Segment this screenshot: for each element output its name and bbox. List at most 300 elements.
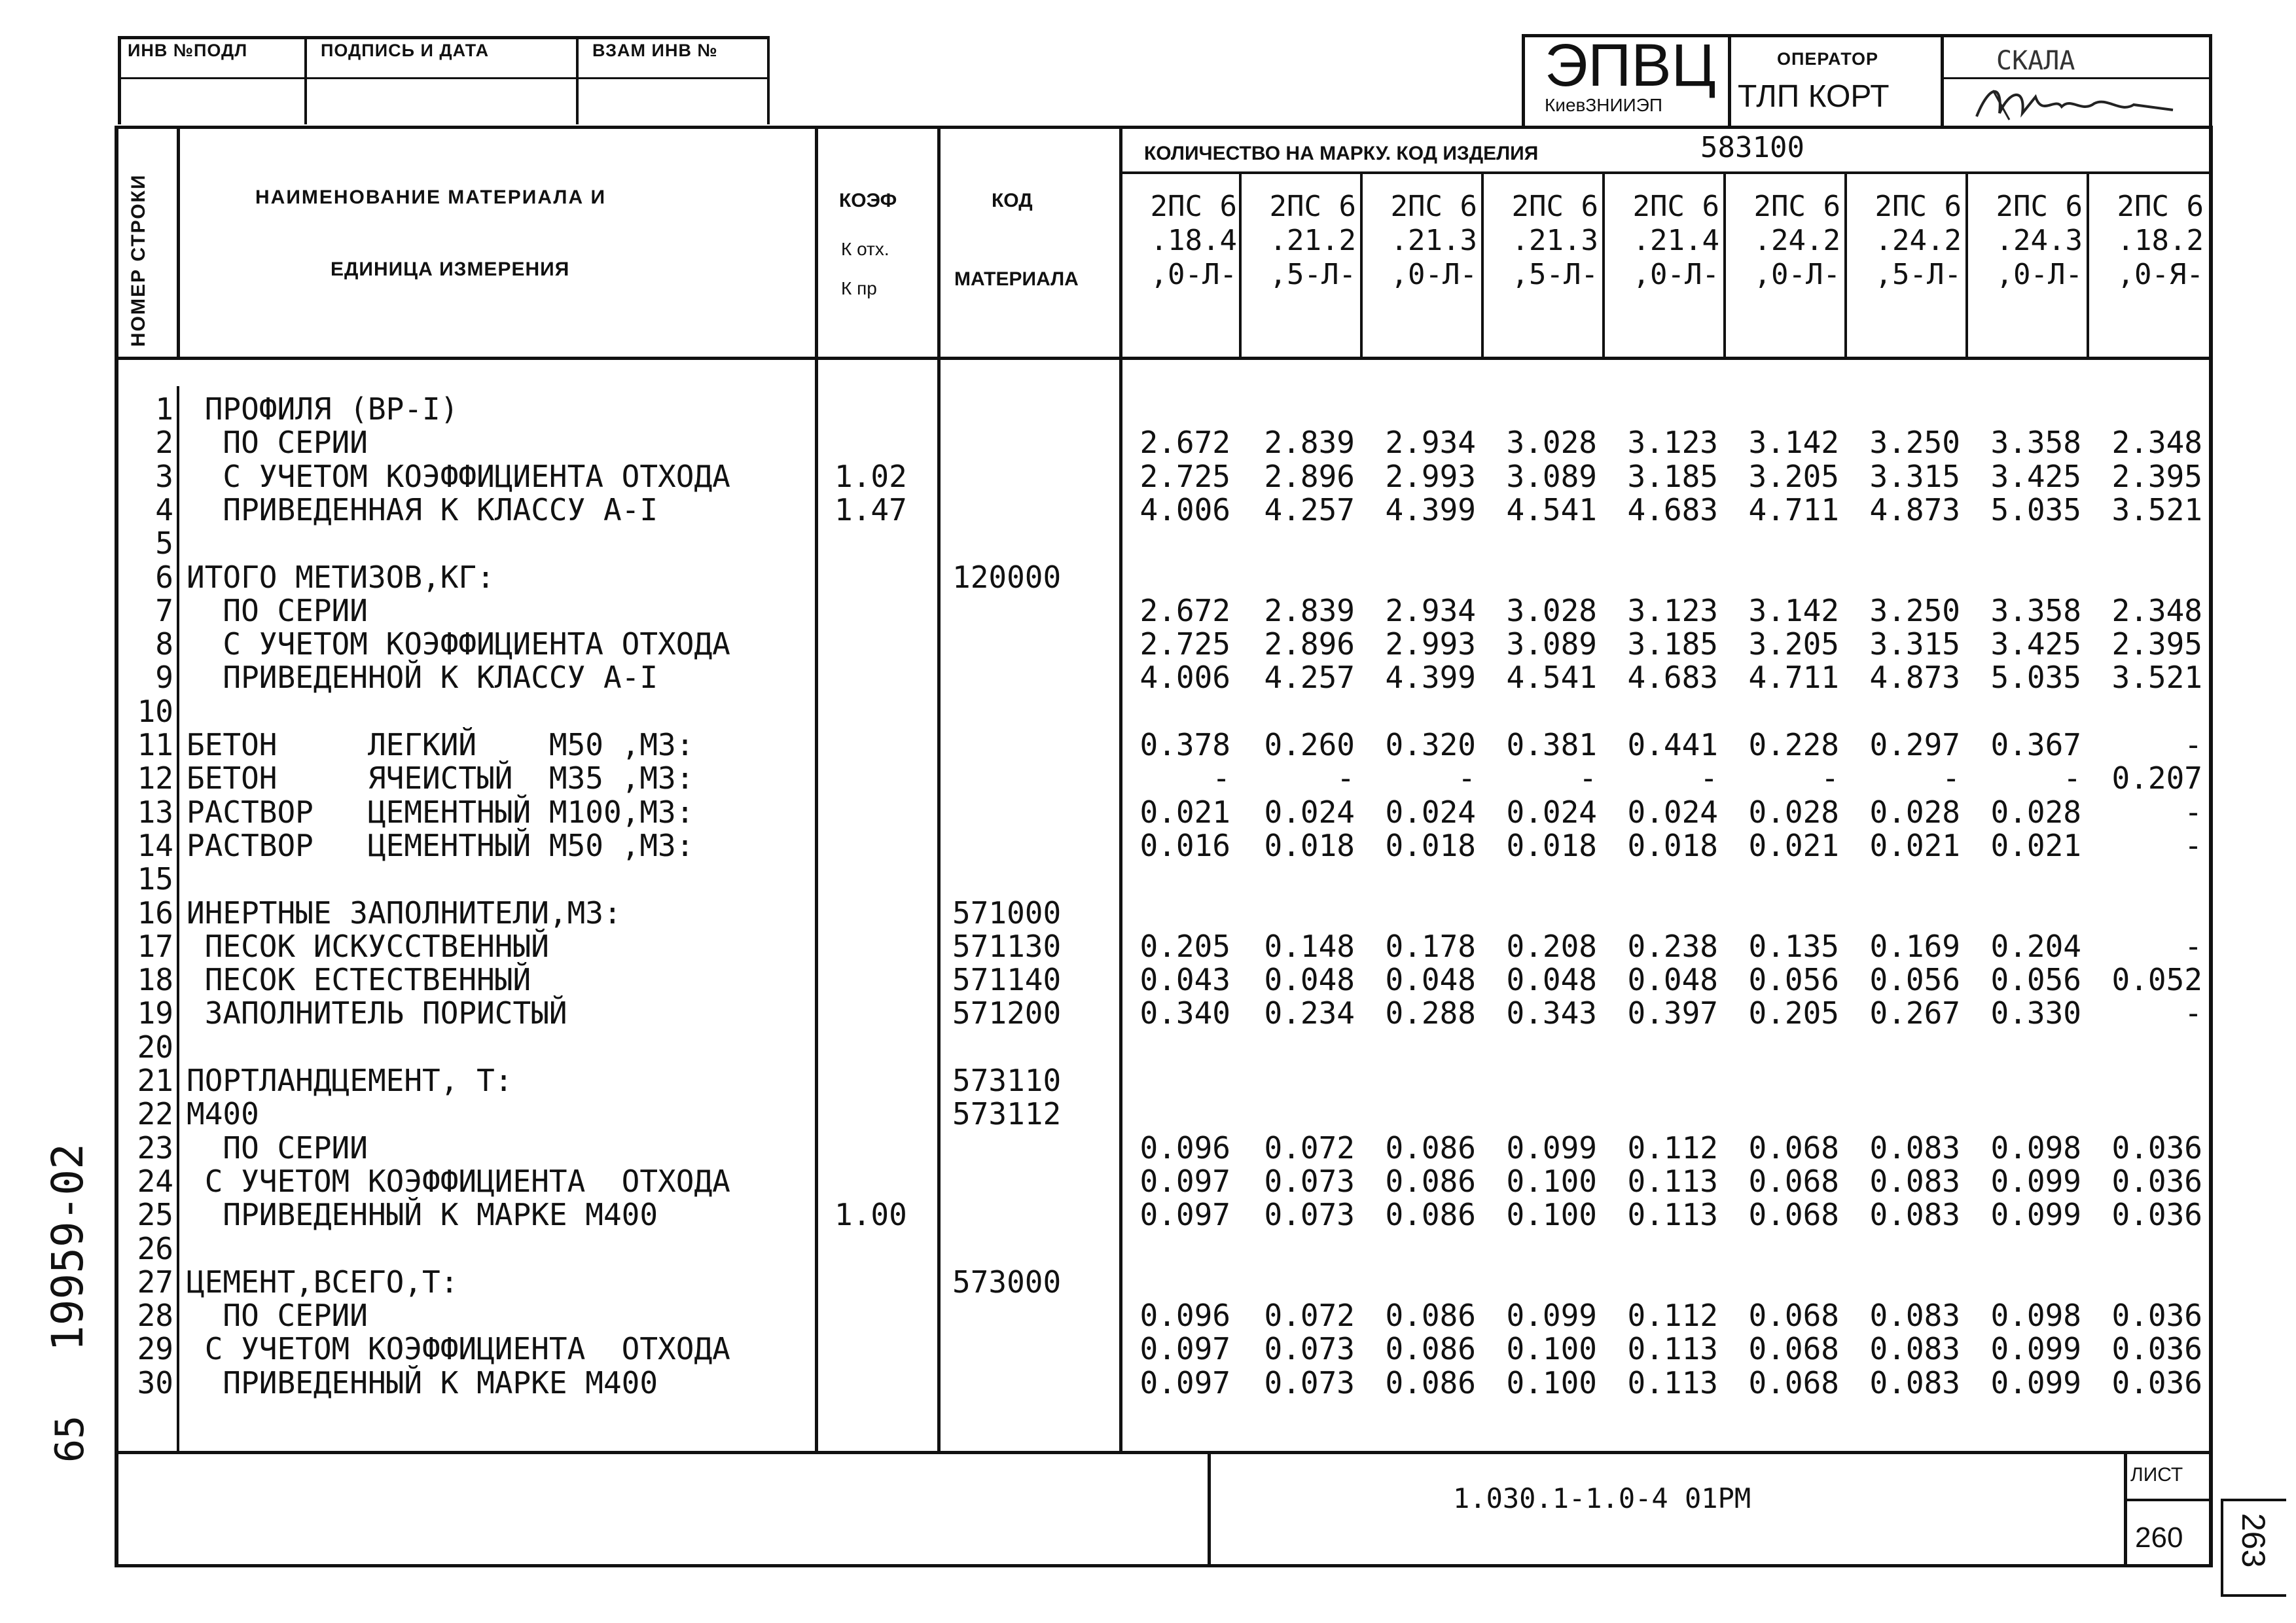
quantity-cell: 2.934 [1385, 425, 1476, 460]
row-number: 19 [137, 995, 173, 1031]
quantity-cell [1113, 527, 1230, 560]
quantity-cell: 0.343 [1506, 995, 1597, 1031]
row-number: 1 [155, 391, 173, 427]
quantity-cell [1842, 695, 1960, 728]
quantity-cell: 0.021 [1990, 828, 2081, 863]
quantity-cell: - [2184, 828, 2202, 863]
quantity-cell: - [1579, 760, 1597, 796]
quantity-cell [2085, 1232, 2202, 1266]
quantity-cell: 0.100 [1506, 1331, 1597, 1366]
quantity-cell: 2.672 [1139, 593, 1230, 628]
quantity-cell [1842, 1097, 1960, 1131]
quantity-cell: 0.169 [1869, 929, 1960, 964]
quantity-cell [1479, 527, 1597, 560]
quantity-cell [2085, 561, 2202, 594]
quantity-cell: - [1821, 760, 1839, 796]
mark-header-line: ,0-Л- [1632, 258, 1719, 291]
quantity-cell: - [2184, 727, 2202, 762]
quantity-cell: 3.315 [1869, 626, 1960, 662]
quantity-cell [1842, 1266, 1960, 1299]
quantity-cell: 0.028 [1869, 794, 1960, 830]
quantity-cell: 0.036 [2111, 1130, 2202, 1166]
quantity-cell [1721, 1031, 1839, 1064]
material-name: ПО СЕРИИ [187, 425, 368, 460]
quantity-cell: 3.028 [1506, 425, 1597, 460]
quantity-cell: 0.113 [1627, 1197, 1718, 1232]
kod-header: КОД [992, 190, 1033, 211]
quantity-cell [1721, 527, 1839, 560]
quantity-cell: 5.035 [1990, 492, 2081, 527]
quantity-cell: 3.185 [1627, 626, 1718, 662]
quantity-cell: 4.711 [1748, 660, 1839, 695]
sheet-label: ЛИСТ [2130, 1464, 2183, 1486]
quantity-cell [1842, 1031, 1960, 1064]
quantity-cell [1479, 863, 1597, 896]
quantity-cell: 0.086 [1385, 1197, 1476, 1232]
mark-header-line: ,5-Л- [1511, 258, 1598, 291]
material-name: С УЧЕТОМ КОЭФФИЦИЕНТА ОТХОДА [187, 1164, 730, 1199]
quantity-cell [1113, 1031, 1230, 1064]
quantity-cell: 0.024 [1264, 794, 1355, 830]
quantity-cell: 0.207 [2111, 760, 2202, 796]
row-number: 10 [137, 694, 173, 729]
quantity-cell: 3.123 [1627, 425, 1718, 460]
quantity-cell [1600, 1064, 1718, 1097]
quantity-cell: 0.297 [1869, 727, 1960, 762]
material-code: 573112 [952, 1096, 1062, 1132]
mark-header-line: 2ПС 6 [1996, 190, 2083, 223]
quantity-cell [1721, 1266, 1839, 1299]
material-name: М400 [187, 1096, 259, 1132]
quantity-cell: 5.035 [1990, 660, 2081, 695]
signature-icon [1964, 77, 2179, 130]
material-name: ПО СЕРИИ [187, 593, 368, 628]
row-number: 11 [137, 727, 173, 762]
row-number: 4 [155, 492, 173, 527]
quantity-cell: 0.378 [1139, 727, 1230, 762]
row-number: 17 [137, 929, 173, 964]
quantity-cell: 0.100 [1506, 1164, 1597, 1199]
quantity-cell [1237, 1064, 1355, 1097]
quantity-cell [2085, 527, 2202, 560]
quantity-cell [1358, 1097, 1476, 1131]
quantity-cell [1842, 863, 1960, 896]
quantity-cell [1842, 393, 1960, 426]
quantity-cell [1358, 393, 1476, 426]
quantity-cell: 3.358 [1990, 593, 2081, 628]
quantity-cell: 4.683 [1627, 492, 1718, 527]
quantity-cell [1964, 561, 2081, 594]
material-name: РАСТВОР ЦЕМЕНТНЫЙ М100,М3: [187, 794, 694, 830]
quantity-cell: 2.725 [1139, 459, 1230, 494]
quantity-cell [2085, 695, 2202, 728]
quantity-cell [1479, 1097, 1597, 1131]
koef-otx-header: К отх. [841, 239, 889, 259]
quantity-cell: 0.068 [1748, 1365, 1839, 1400]
quantity-cell: 0.056 [1990, 962, 2081, 997]
quantity-cell: 3.315 [1869, 459, 1960, 494]
quantity-cell [1964, 1064, 2081, 1097]
quantity-cell: 0.068 [1748, 1197, 1839, 1232]
quantity-cell: 3.123 [1627, 593, 1718, 628]
quantity-cell: 0.097 [1139, 1164, 1230, 1199]
quantity-cell [1600, 527, 1718, 560]
material-name: ИНЕРТНЫЕ ЗАПОЛНИТЕЛИ,М3: [187, 895, 622, 931]
quantity-cell: 2.725 [1139, 626, 1230, 662]
quantity-cell [2085, 1064, 2202, 1097]
row-number: 7 [155, 593, 173, 628]
quantity-cell [1113, 897, 1230, 930]
quantity-cell: 2.672 [1139, 425, 1230, 460]
quantity-cell [1721, 561, 1839, 594]
side-registration-number: 19959-02 [43, 1143, 93, 1351]
quantity-cell: 0.016 [1139, 828, 1230, 863]
quantity-cell: 0.068 [1748, 1130, 1839, 1166]
quantity-cell: 2.993 [1385, 459, 1476, 494]
quantity-cell [1600, 1097, 1718, 1131]
quantity-cell [1842, 527, 1960, 560]
mark-header-line: 2ПС 6 [1150, 190, 1237, 223]
quantity-cell: 4.873 [1869, 660, 1960, 695]
quantity-cell [1479, 561, 1597, 594]
material-name: ПЕСОК ЕСТЕСТВЕННЫЙ [187, 962, 531, 997]
material-code: 571140 [952, 962, 1062, 997]
quantity-cell: 0.112 [1627, 1298, 1718, 1333]
quantity-cell: 0.048 [1264, 962, 1355, 997]
quantity-cell: 0.267 [1869, 995, 1960, 1031]
quantity-cell: 3.250 [1869, 425, 1960, 460]
quantity-cell: 2.839 [1264, 593, 1355, 628]
quantity-cell: 0.083 [1869, 1365, 1960, 1400]
stamp-vzam: ВЗАМ ИНВ № [592, 41, 718, 60]
quantity-cell: 2.395 [2111, 626, 2202, 662]
quantity-cell [1237, 1031, 1355, 1064]
mark-header-line: .21.2 [1269, 224, 1356, 257]
quantity-cell: 0.024 [1385, 794, 1476, 830]
quantity-cell [1358, 695, 1476, 728]
quantity-cell: 0.086 [1385, 1331, 1476, 1366]
row-number: 25 [137, 1197, 173, 1232]
quantity-cell: - [2184, 794, 2202, 830]
quantity-cell [1842, 1064, 1960, 1097]
quantity-cell: - [1212, 760, 1230, 796]
quantity-cell: 0.024 [1506, 794, 1597, 830]
quantity-cell: 0.208 [1506, 929, 1597, 964]
org-subname: КиевЗНИИЭП [1545, 95, 1663, 115]
row-number: 5 [155, 526, 173, 561]
quantity-cell [1358, 1064, 1476, 1097]
quantity-cell: 2.395 [2111, 459, 2202, 494]
quantity-cell [1358, 897, 1476, 930]
quantity-cell [1358, 561, 1476, 594]
material-name: ЦЕМЕНТ,ВСЕГО,Т: [187, 1264, 459, 1300]
quantity-cell [1237, 1266, 1355, 1299]
quantity-cell: 3.142 [1748, 593, 1839, 628]
row-number: 22 [137, 1096, 173, 1132]
material-name: ПО СЕРИИ [187, 1130, 368, 1166]
material-name: ПЕСОК ИСКУССТВЕННЫЙ [187, 929, 549, 964]
row-number: 12 [137, 760, 173, 796]
quantity-cell [1842, 561, 1960, 594]
row-number: 26 [137, 1231, 173, 1266]
quantity-cell: 0.073 [1264, 1365, 1355, 1400]
quantity-cell [1600, 561, 1718, 594]
material-name: ПО СЕРИИ [187, 1298, 368, 1333]
quantity-cell: 2.993 [1385, 626, 1476, 662]
quantity-cell: 0.260 [1264, 727, 1355, 762]
quantity-cell: 0.073 [1264, 1164, 1355, 1199]
quantity-cell [1964, 1266, 2081, 1299]
material-name: ПРИВЕДЕННОЙ К КЛАССУ А-I [187, 660, 658, 695]
quantity-cell [1479, 897, 1597, 930]
mark-header-line: 2ПС 6 [1511, 190, 1598, 223]
quantity-cell: 3.185 [1627, 459, 1718, 494]
mark-header-line: .24.2 [1753, 224, 1840, 257]
quantity-cell [1237, 1097, 1355, 1131]
material-name: ПРИВЕДЕННЫЙ К МАРКЕ М400 [187, 1197, 658, 1232]
org-name: ЭПВЦ [1545, 32, 1716, 99]
quantity-cell: 3.425 [1990, 626, 2081, 662]
operator-value: ТЛП КОРТ [1738, 79, 1890, 114]
quantity-cell: 3.089 [1506, 459, 1597, 494]
mark-header-line: 2ПС 6 [2117, 190, 2204, 223]
mark-header-line: .21.3 [1511, 224, 1598, 257]
row-number: 3 [155, 459, 173, 494]
material-name: ПРИВЕДЕННАЯ К КЛАССУ А-I [187, 492, 658, 527]
quantity-cell: 0.036 [2111, 1331, 2202, 1366]
quantity-cell [2085, 897, 2202, 930]
quantity-cell: 0.099 [1506, 1130, 1597, 1166]
quantity-cell: 0.036 [2111, 1197, 2202, 1232]
quantity-cell [1600, 1031, 1718, 1064]
mark-header-line: .21.3 [1390, 224, 1477, 257]
quantity-cell: - [1700, 760, 1718, 796]
product-code: 583100 [1700, 131, 1804, 164]
quantity-cell: 3.142 [1748, 425, 1839, 460]
quantity-cell: 0.048 [1627, 962, 1718, 997]
quantity-cell: 0.098 [1990, 1298, 2081, 1333]
material-name: ПОРТЛАНДЦЕМЕНТ, Т: [187, 1063, 513, 1098]
quantity-cell: 0.340 [1139, 995, 1230, 1031]
quantity-cell [2085, 863, 2202, 896]
quantity-cell: 0.018 [1385, 828, 1476, 863]
quantity-cell: 0.068 [1748, 1164, 1839, 1199]
quantity-cell: 0.028 [1990, 794, 2081, 830]
quantity-cell [1721, 1232, 1839, 1266]
row-number: 13 [137, 794, 173, 830]
quantity-cell: 4.006 [1139, 660, 1230, 695]
mark-header-line: .24.3 [1996, 224, 2083, 257]
quantity-cell [1237, 527, 1355, 560]
quantity-cell [1964, 393, 2081, 426]
quantity-cell [1358, 1266, 1476, 1299]
row-number: 9 [155, 660, 173, 695]
quantity-cell: 0.099 [1990, 1365, 2081, 1400]
quantity-cell: 2.348 [2111, 425, 2202, 460]
quantity-cell: 0.234 [1264, 995, 1355, 1031]
quantity-cell: 0.068 [1748, 1298, 1839, 1333]
material-name: С УЧЕТОМ КОЭФФИЦИЕНТА ОТХОДА [187, 1331, 730, 1366]
quantity-cell: 0.367 [1990, 727, 2081, 762]
material-name: БЕТОН ЛЕГКИЙ М50 ,М3: [187, 727, 694, 762]
material-name: С УЧЕТОМ КОЭФФИЦИЕНТА ОТХОДА [187, 626, 730, 662]
quantity-cell [1479, 695, 1597, 728]
quantity-cell: 0.073 [1264, 1197, 1355, 1232]
mark-header-line: .24.2 [1874, 224, 1962, 257]
quantity-cell: 2.839 [1264, 425, 1355, 460]
quantity-cell [1721, 695, 1839, 728]
mark-header-line: ,0-Л- [1996, 258, 2083, 291]
quantity-cell: 3.521 [2111, 492, 2202, 527]
quantity-cell: 0.205 [1748, 995, 1839, 1031]
quantity-cell: 0.036 [2111, 1365, 2202, 1400]
quantity-cell: 0.036 [2111, 1164, 2202, 1199]
row-number: 29 [137, 1331, 173, 1366]
quantity-cell [1721, 1097, 1839, 1131]
quantity-cell [1964, 695, 2081, 728]
quantity-cell: 3.205 [1748, 459, 1839, 494]
quantity-cell: 0.056 [1869, 962, 1960, 997]
material-name: ИТОГО МЕТИЗОВ,КГ: [187, 560, 495, 595]
mark-header-line: .18.4 [1150, 224, 1237, 257]
quantity-cell: 0.086 [1385, 1298, 1476, 1333]
quantity-cell: 0.097 [1139, 1365, 1230, 1400]
quantity-cell [1479, 1232, 1597, 1266]
koef-header: КОЭФ [839, 190, 897, 211]
quantity-cell: 0.135 [1748, 929, 1839, 964]
mark-header-line: ,0-Л- [1150, 258, 1237, 291]
quantity-cell [1964, 863, 2081, 896]
quantity-cell: 4.873 [1869, 492, 1960, 527]
quantity-cell: 0.072 [1264, 1298, 1355, 1333]
corner-number: 263 [2235, 1513, 2272, 1568]
mark-header-line: ,0-Я- [2117, 258, 2204, 291]
quantity-cell: 3.089 [1506, 626, 1597, 662]
quantity-cell: 0.024 [1627, 794, 1718, 830]
kod-material-header: МАТЕРИАЛА [954, 268, 1079, 290]
mark-header-line: 2ПС 6 [1632, 190, 1719, 223]
quantity-cell: 0.096 [1139, 1130, 1230, 1166]
quantity-cell: 4.399 [1385, 492, 1476, 527]
quantity-cell: 2.896 [1264, 459, 1355, 494]
quantity-cell [1113, 1232, 1230, 1266]
quantity-cell: 0.113 [1627, 1365, 1718, 1400]
quantity-cell [1237, 1232, 1355, 1266]
material-name: ПРИВЕДЕННЫЙ К МАРКЕ М400 [187, 1365, 658, 1400]
quantity-cell: 2.934 [1385, 593, 1476, 628]
row-number: 14 [137, 828, 173, 863]
quantity-cell: 2.896 [1264, 626, 1355, 662]
quantity-cell [1964, 527, 2081, 560]
table-body [0, 393, 2212, 1414]
quantity-cell: 0.083 [1869, 1164, 1960, 1199]
quantity-cell [1721, 1064, 1839, 1097]
quantity-cell: 0.072 [1264, 1130, 1355, 1166]
quantity-cell [1237, 561, 1355, 594]
quantity-cell [1600, 1232, 1718, 1266]
mark-header-line: 2ПС 6 [1753, 190, 1840, 223]
quantity-cell: 0.096 [1139, 1298, 1230, 1333]
row-number: 27 [137, 1264, 173, 1300]
row-number: 23 [137, 1130, 173, 1166]
name-header-line1: НАИМЕНОВАНИЕ МАТЕРИАЛА И [255, 187, 607, 208]
quantity-cell: 4.257 [1264, 492, 1355, 527]
quantity-cell [1113, 1097, 1230, 1131]
quantity-cell: 0.083 [1869, 1298, 1960, 1333]
quantity-cell: 0.441 [1627, 727, 1718, 762]
quantity-cell: 0.099 [1990, 1197, 2081, 1232]
quantity-cell: - [2063, 760, 2081, 796]
quantity-cell [1479, 1064, 1597, 1097]
quantity-cell: 4.257 [1264, 660, 1355, 695]
quantity-cell: 0.204 [1990, 929, 2081, 964]
quantity-cell: 0.073 [1264, 1331, 1355, 1366]
row-number: 15 [137, 861, 173, 897]
mark-header-line: .18.2 [2117, 224, 2204, 257]
quantity-cell: 0.099 [1506, 1298, 1597, 1333]
quantity-cell: 0.018 [1627, 828, 1718, 863]
quantity-cell [2085, 1031, 2202, 1064]
quantity-cell: - [2184, 929, 2202, 964]
quantity-cell: 4.541 [1506, 660, 1597, 695]
quantity-cell: 0.238 [1627, 929, 1718, 964]
mark-header-line: 2ПС 6 [1874, 190, 1962, 223]
quantity-cell [2085, 1266, 2202, 1299]
quantity-cell: 0.100 [1506, 1197, 1597, 1232]
row-number: 20 [137, 1029, 173, 1065]
quantity-cell: 3.358 [1990, 425, 2081, 460]
material-code: 571130 [952, 929, 1062, 964]
quantity-cell [1842, 897, 1960, 930]
skala-label: СКАЛА [1996, 46, 2075, 76]
quantity-cell: 2.348 [2111, 593, 2202, 628]
material-name: РАСТВОР ЦЕМЕНТНЫЙ М50 ,М3: [187, 828, 694, 863]
quantity-cell: - [2184, 995, 2202, 1031]
mark-header-line: ,5-Л- [1269, 258, 1356, 291]
quantity-cell [1721, 393, 1839, 426]
side-page-number: 65 [47, 1415, 93, 1463]
mark-header-line: .21.4 [1632, 224, 1719, 257]
doc-code: 1.030.1-1.0-4 01РМ [1453, 1482, 1751, 1514]
mark-header-line: 2ПС 6 [1390, 190, 1477, 223]
quantity-cell: 4.006 [1139, 492, 1230, 527]
quantity-cell [1842, 1232, 1960, 1266]
quantity-cell: 0.228 [1748, 727, 1839, 762]
coefficient: 1.02 [834, 459, 907, 494]
quantity-cell: 0.018 [1264, 828, 1355, 863]
quantity-cell [1237, 393, 1355, 426]
quantity-cell: 0.397 [1627, 995, 1718, 1031]
quantity-cell: 0.052 [2111, 962, 2202, 997]
quantity-cell: 0.148 [1264, 929, 1355, 964]
quantity-cell: 0.086 [1385, 1365, 1476, 1400]
quantity-cell: 0.381 [1506, 727, 1597, 762]
quantity-cell [1964, 1232, 2081, 1266]
material-code: 573110 [952, 1063, 1062, 1098]
quantity-cell [1113, 1266, 1230, 1299]
quantity-cell [1113, 393, 1230, 426]
row-number: 30 [137, 1365, 173, 1400]
quantity-cell: - [1336, 760, 1355, 796]
stamp-inv-podl: ИНВ №ПОДЛ [128, 41, 248, 60]
quantity-cell: 0.205 [1139, 929, 1230, 964]
coefficient: 1.47 [834, 492, 907, 527]
quantity-cell: 0.021 [1139, 794, 1230, 830]
quantity-cell [1358, 863, 1476, 896]
mark-header-line: ,5-Л- [1874, 258, 1962, 291]
quantity-cell [1721, 897, 1839, 930]
quantity-cell: 0.288 [1385, 995, 1476, 1031]
